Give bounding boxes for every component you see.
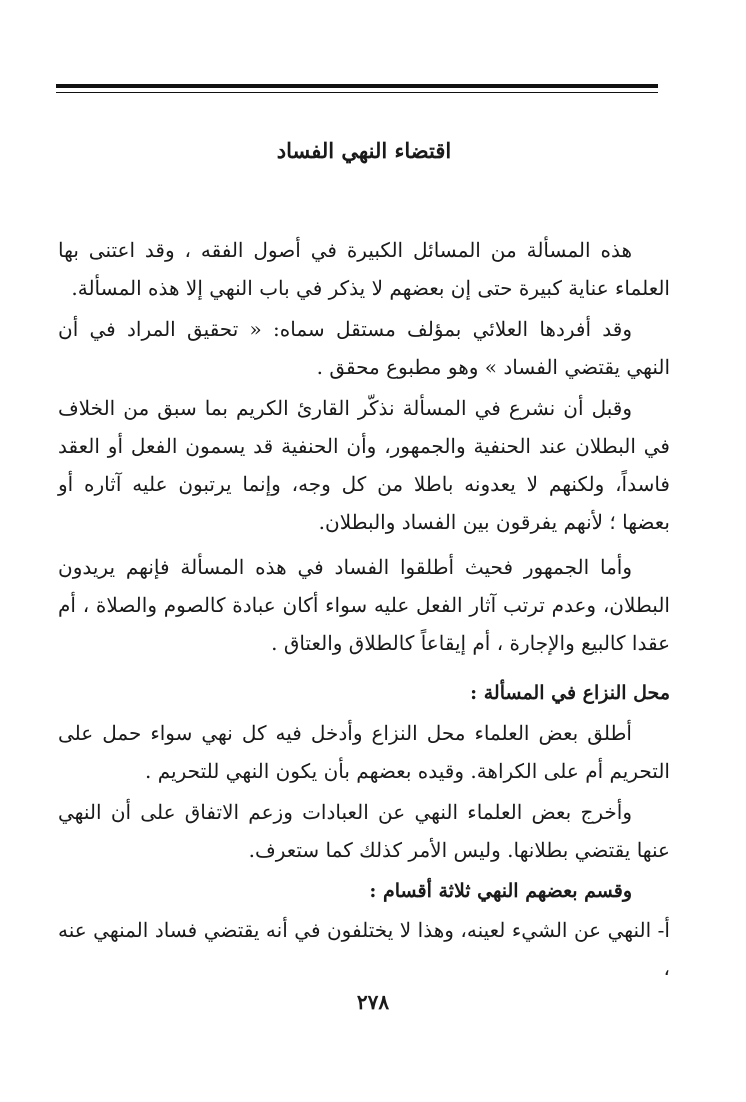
paragraph-hanafiyya: وقبل أن نشرع في المسألة نذكّر القارئ الكريم بما سبق من الخلاف في البطلان عند الحنفية والجمهور، وأن الحنفية قد يسمون الفعل أو العقد فاسداً، ولكنهم لا يعدونه باطلا من كل وجه، وإنما يرتبون عليه آثاره أو بعضها ؛ لأنهم يفرقون بين الفساد والبطلان. <box>58 396 670 534</box>
paragraph-division-a: أ- النهي عن الشيء لعينه، وهذا لا يختلفون في أنه يقتضي فساد المنهي عنه ، <box>58 918 670 980</box>
page-number: ٢٧٨ <box>356 990 390 1014</box>
paragraph-alalai: وقد أفردها العلائي بمؤلف مستقل سماه: « تحقيق المراد في أن النهي يقتضي الفساد » وهو مطبوع محقق . <box>58 317 670 379</box>
paragraph-jumhur: وأما الجمهور فحيث أطلقوا الفساد في هذه المسألة فإنهم يريدون البطلان، وعدم ترتب آثار الفعل عليه سواء أكان عبادة كالصوم والصلاة ، أم عقدا كالبيع والإجارة ، أم إيقاعاً كالطلاق والعتاق . <box>58 555 670 655</box>
page-title: اقتضاء النهي الفساد <box>276 138 452 163</box>
section-heading-dispute: محل النزاع في المسألة : <box>470 682 670 704</box>
page-body <box>58 0 670 1102</box>
paragraph-dispute-scope: أطلق بعض العلماء محل النزاع وأدخل فيه كل نهي سواء حمل على التحريم أم على الكراهة. وقيده بعضهم بأن يكون النهي للتحريم . <box>58 721 670 783</box>
section-heading-divisions: وقسم بعضهم النهي ثلاثة أقسام : <box>369 880 632 902</box>
paragraph-intro: هذه المسألة من المسائل الكبيرة في أصول الفقه ، وقد اعتنى بها العلماء عناية كبيرة حتى إن بعضهم لا يذكر في باب النهي إلا هذه المسألة. <box>58 238 670 300</box>
paragraph-worship: وأخرج بعض العلماء النهي عن العبادات وزعم الاتفاق على أن النهي عنها يقتضي بطلانها. وليس الأمر كذلك كما ستعرف. <box>58 800 670 862</box>
